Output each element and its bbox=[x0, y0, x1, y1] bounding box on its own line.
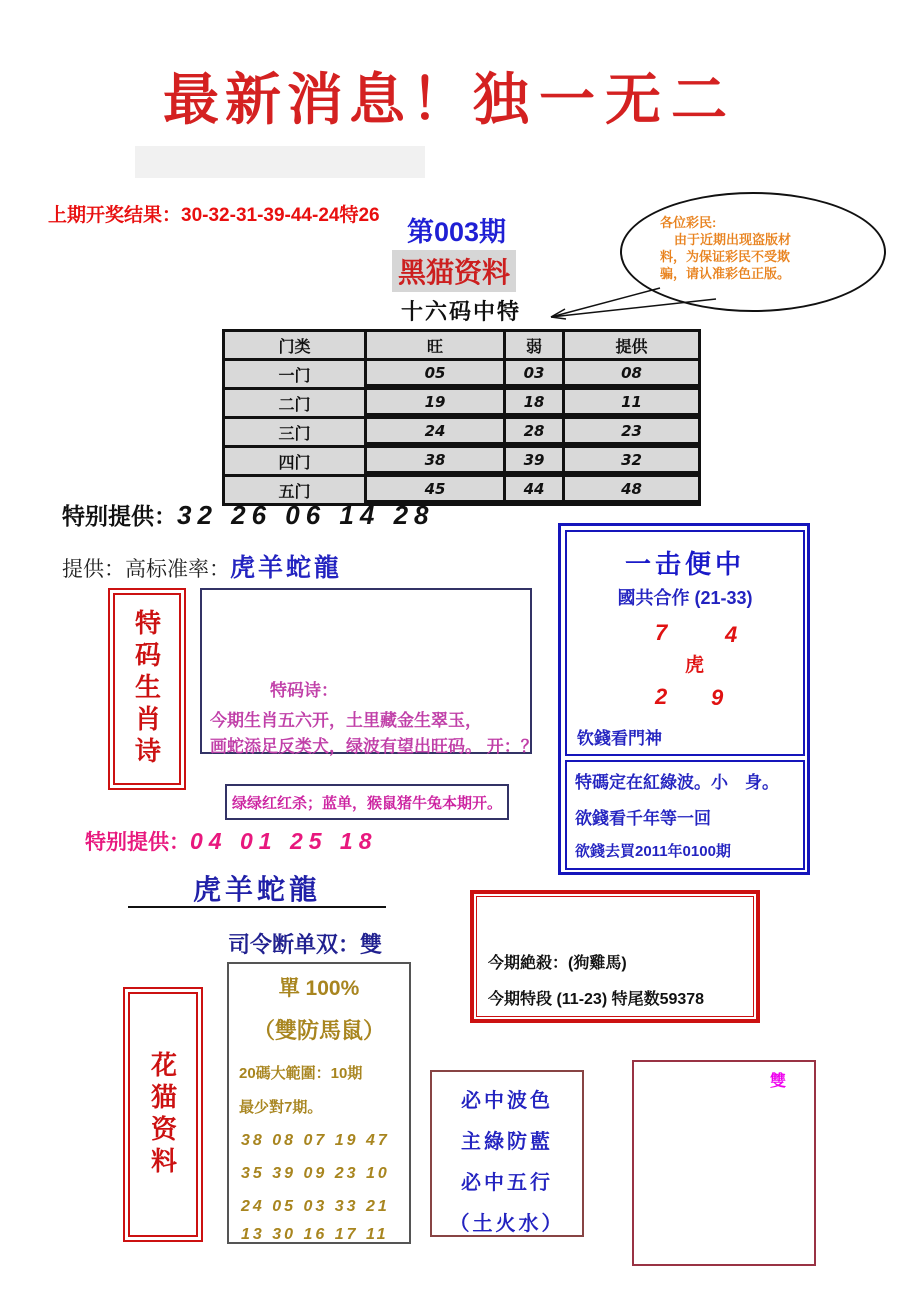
previous-draw-numbers: 30-32-31-39-44-24特26 bbox=[181, 205, 380, 226]
strike-number-top-right: 4 bbox=[725, 622, 738, 647]
table-cell: 四门 bbox=[224, 447, 365, 475]
bubble-line: 各位彩民: bbox=[660, 215, 717, 230]
table-cell: 08 bbox=[564, 360, 699, 385]
special-offer-1-numbers: 32 26 06 14 28 bbox=[177, 500, 435, 530]
double-mark: 雙 bbox=[769, 1073, 786, 1090]
single-number-row: 13 30 16 17 11 bbox=[241, 1226, 389, 1243]
table-cell: 23 bbox=[564, 418, 699, 443]
must-hit-line: 必中波色 bbox=[461, 1090, 553, 1112]
current-issue-kill-box bbox=[470, 890, 760, 1023]
single-number-row: 38 08 07 19 47 bbox=[241, 1132, 390, 1149]
table-cell: 39 bbox=[505, 447, 563, 472]
bubble-line: 由于近期出现盗版材 bbox=[674, 232, 792, 247]
one-strike-lower-section bbox=[565, 760, 805, 870]
one-strike-box bbox=[558, 523, 810, 875]
table-cell: 32 bbox=[564, 447, 699, 472]
table-title: 十六码中特 bbox=[400, 299, 521, 324]
brand-name: 黑猫资料 bbox=[392, 250, 516, 292]
zodiac-poem-side-inner bbox=[113, 593, 181, 785]
special-offer-1-label: 特别提供： bbox=[62, 503, 177, 529]
one-strike-upper-section bbox=[565, 530, 805, 756]
strike-number-bottom-right: 9 bbox=[711, 685, 724, 710]
current-issue-segment-line: 今期特段 (11-23) 特尾数59378 bbox=[488, 991, 705, 1008]
page-title-part1: 最新消息！ bbox=[163, 68, 473, 131]
strike-lower-line: 欲錢看千年等一回 bbox=[575, 809, 711, 828]
table-cell: 45 bbox=[366, 476, 504, 501]
table-cell: 19 bbox=[366, 389, 504, 414]
provide-line bbox=[62, 548, 342, 584]
table-cell: 03 bbox=[505, 360, 563, 385]
table-cell: 44 bbox=[505, 476, 563, 501]
zodiac-poem-side-box bbox=[108, 588, 186, 790]
table-header-hot: 旺 bbox=[366, 331, 504, 359]
table-cell: 28 bbox=[505, 418, 563, 443]
poem-line: 今期生肖五六开，土里藏金生翠玉， bbox=[210, 711, 482, 730]
single-min-line: 最少對7期。 bbox=[239, 1099, 323, 1116]
table-header-offer: 提供 bbox=[564, 331, 699, 359]
zodiac-repeat-line: 虎羊蛇龍 bbox=[192, 874, 321, 905]
double-mark-box bbox=[632, 1060, 816, 1266]
speech-bubble bbox=[620, 192, 886, 312]
special-offer-2-label: 特别提供： bbox=[85, 831, 190, 854]
previous-draw-result bbox=[48, 200, 380, 227]
one-strike-subtitle: 國共合作 (21-33) bbox=[617, 588, 753, 608]
current-issue-kill-line: 今期絶殺：(狗雞馬) bbox=[488, 955, 627, 972]
poem-line: 画蛇添足反类犬，绿波有望出旺码。 开：？ bbox=[210, 737, 538, 756]
commander-label: 司令断单双： bbox=[228, 932, 361, 957]
issue-number: 第003期 bbox=[407, 217, 507, 247]
commander-odd-even-line bbox=[228, 928, 382, 959]
strike-number-top-left: 7 bbox=[655, 620, 668, 645]
single-number-row: 24 05 03 33 21 bbox=[241, 1198, 390, 1215]
single-hundred-box bbox=[227, 962, 411, 1244]
zodiac-poem-side-label: 特码生肖诗 bbox=[131, 609, 162, 769]
special-code-poem-box bbox=[200, 588, 538, 756]
strike-number-bottom-left: 2 bbox=[655, 684, 668, 709]
page-title-part2: 独一无二 bbox=[473, 67, 737, 133]
table-header-weak: 弱 bbox=[505, 331, 563, 359]
strike-center-zodiac: 虎 bbox=[685, 655, 705, 676]
special-offer-line-1 bbox=[62, 498, 435, 531]
table-cell: 48 bbox=[564, 476, 699, 501]
bubble-line: 料，为保证彩民不受欺 bbox=[660, 249, 791, 264]
flower-cat-side-inner bbox=[128, 992, 198, 1237]
strike-lower-line: 特碼定在紅綠波。小 身。 bbox=[575, 773, 779, 792]
flower-cat-side-label: 花猫资料 bbox=[147, 1050, 178, 1179]
one-strike-title: 一击便中 bbox=[624, 549, 745, 579]
zodiac-underline bbox=[128, 906, 386, 908]
table-header-gate: 门类 bbox=[224, 331, 365, 359]
speech-bubble-text bbox=[660, 214, 860, 282]
strike-footer-text: 钦錢看門神 bbox=[577, 729, 662, 748]
table-cell: 三门 bbox=[224, 418, 365, 446]
faded-print-smudge bbox=[135, 146, 425, 178]
single-number-row: 35 39 09 23 10 bbox=[241, 1165, 390, 1182]
sixteen-codes-table bbox=[222, 329, 701, 506]
single-range-line: 20碼大範圍：10期 bbox=[239, 1065, 363, 1082]
table-cell: 11 bbox=[564, 389, 699, 414]
strike-lower-line: 欲錢去買2011年0100期 bbox=[575, 843, 731, 860]
special-offer-2-numbers: 04 01 25 18 bbox=[190, 828, 378, 854]
must-hit-line: 主綠防藍 bbox=[461, 1131, 553, 1153]
bubble-line: 骗，请认准彩色正版。 bbox=[660, 266, 791, 281]
table-cell: 五门 bbox=[224, 476, 365, 504]
flower-cat-side-box bbox=[123, 987, 203, 1242]
poem-title: 特码诗： bbox=[270, 681, 338, 700]
must-hit-color-box bbox=[430, 1070, 584, 1237]
table-cell: 一门 bbox=[224, 360, 365, 388]
table-cell: 38 bbox=[366, 447, 504, 472]
provide-zodiac: 虎羊蛇龍 bbox=[230, 554, 343, 582]
table-cell: 二门 bbox=[224, 389, 365, 417]
page-title bbox=[0, 56, 900, 136]
color-kill-box: 绿绿红红杀；蓝单，猴鼠猪牛兔本期开。 bbox=[225, 784, 509, 820]
previous-draw-label: 上期开奖结果： bbox=[48, 205, 182, 226]
commander-value: 雙 bbox=[360, 932, 383, 957]
table-cell: 18 bbox=[505, 389, 563, 414]
table-cell: 05 bbox=[366, 360, 504, 385]
single-headline: 單 100% bbox=[278, 977, 360, 1000]
single-subline: （雙防馬鼠） bbox=[252, 1018, 385, 1043]
table-cell: 24 bbox=[366, 418, 504, 443]
provide-label: 提供：高标准率： bbox=[62, 558, 230, 581]
must-hit-line: 必中五行 bbox=[461, 1172, 553, 1194]
must-hit-line: （土火水） bbox=[449, 1213, 565, 1235]
special-offer-line-2 bbox=[85, 826, 378, 856]
